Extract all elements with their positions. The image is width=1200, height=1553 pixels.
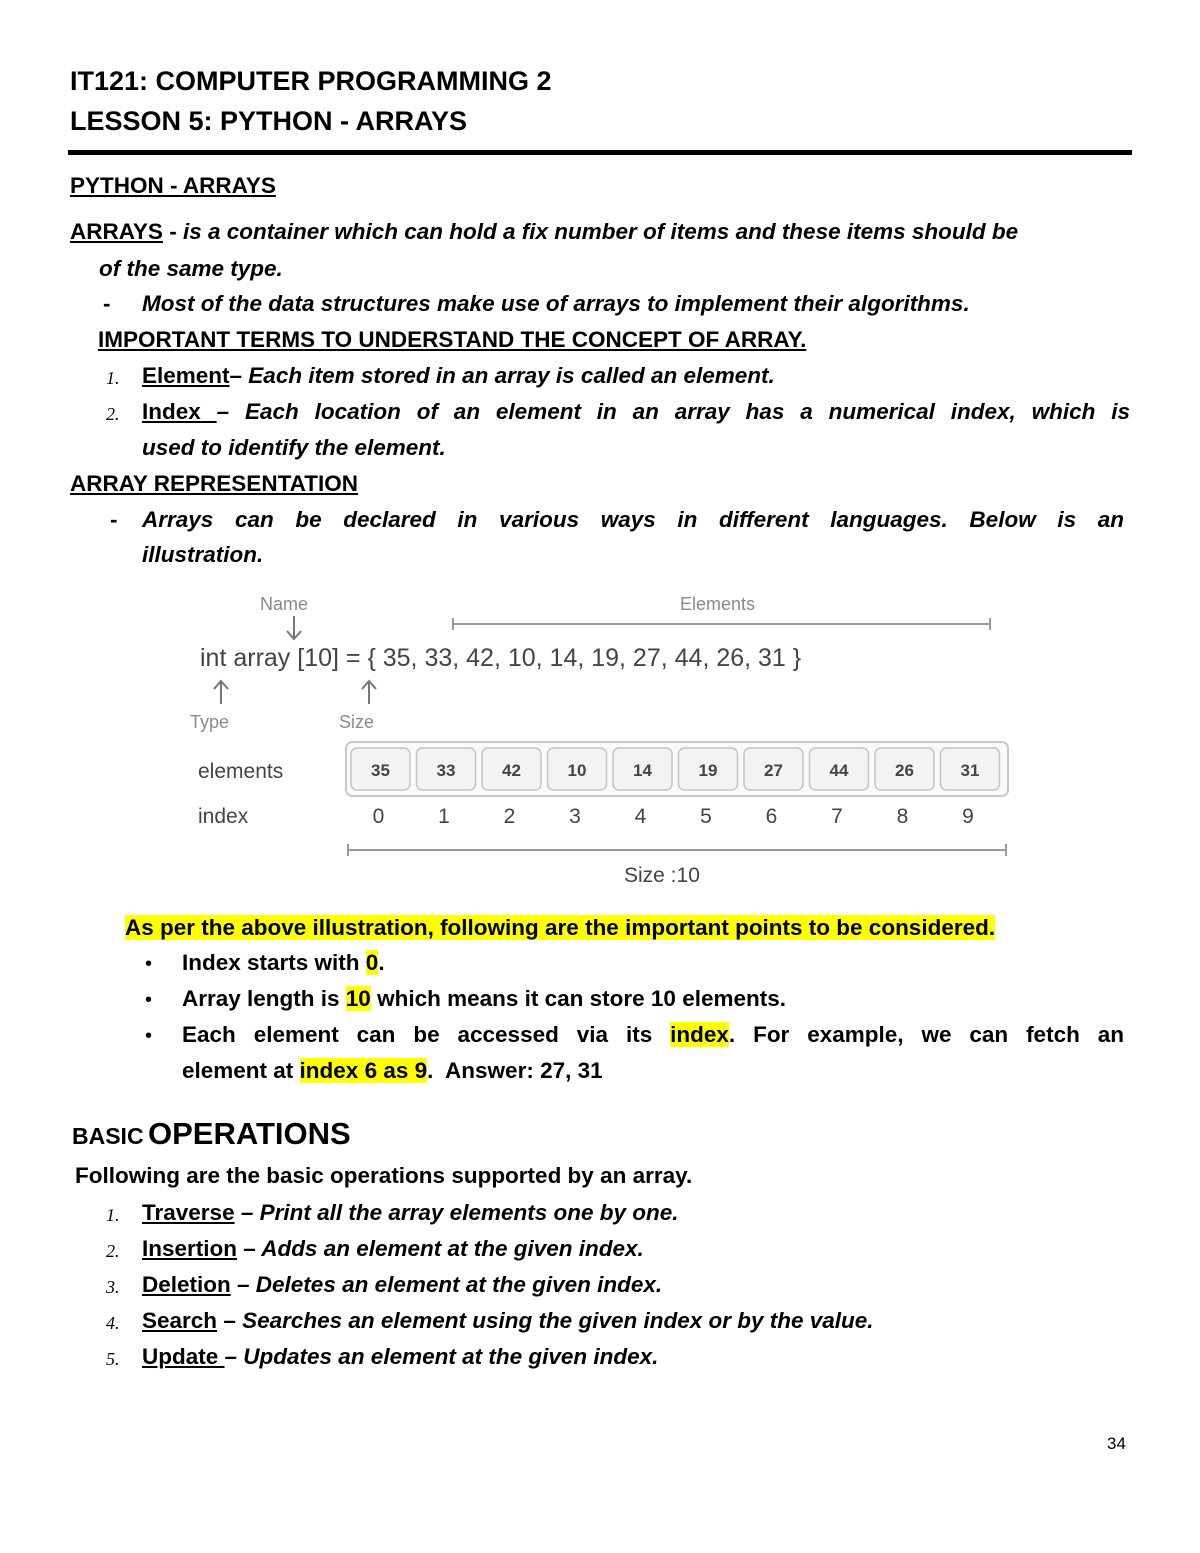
operations-intro: Following are the basic operations supported by an array. (75, 1163, 693, 1188)
element-value: 14 (633, 761, 652, 780)
size-caption: Size :10 (624, 864, 700, 887)
representation-line-1: Arrays can be declared in various ways in different languages. Below is an (142, 507, 1124, 532)
bullet-1: • (145, 953, 153, 975)
term-2-text-2: used to identify the element. (142, 435, 446, 460)
point-3-text-c: element at (182, 1058, 300, 1083)
operation-3-text: – Deletes an element at the given index. (230, 1272, 663, 1297)
index-value: 3 (569, 805, 581, 828)
point-2-end: which means it can store 10 elements. (370, 986, 786, 1011)
point-2 (182, 986, 786, 1012)
operations-heading-big: OPERATIONS (148, 1116, 351, 1151)
operation-4 (142, 1308, 874, 1334)
representation-heading: ARRAY REPRESENTATION (70, 471, 358, 496)
diagram-name-label: Name (260, 594, 309, 614)
diagram-type-label: Type (190, 712, 230, 732)
definition-dash: - (103, 291, 111, 316)
representation-dash: - (110, 507, 118, 532)
representation-line-2: illustration. (142, 542, 264, 567)
definition-term: ARRAYS (70, 219, 163, 244)
operation-3-number: 3. (106, 1277, 120, 1297)
index-value: 8 (896, 805, 909, 828)
definition-note: Most of the data structures make use of arrays to implement their algorithms. (142, 291, 970, 316)
operation-1-number: 1. (106, 1205, 120, 1225)
point-3-text-b: . For example, we can fetch an (728, 1022, 1124, 1047)
definition-line-1 (70, 219, 1018, 245)
operation-3 (142, 1272, 662, 1298)
element-value: 27 (764, 761, 783, 780)
point-3-text: Each element can be accessed via its (182, 1022, 671, 1047)
operation-2 (142, 1236, 644, 1262)
point-1 (182, 950, 385, 976)
term-2-number: 2. (106, 404, 120, 424)
term-2-name: Index (142, 399, 217, 424)
point-1-highlight: 0 (365, 950, 379, 975)
element-value: 42 (502, 761, 521, 780)
operation-1-text: – Print all the array elements one by one. (234, 1200, 679, 1225)
terms-heading: IMPORTANT TERMS TO UNDERSTAND THE CONCEPT OF ARRAY. (98, 327, 807, 352)
element-value: 26 (895, 761, 914, 780)
element-value: 19 (698, 761, 718, 780)
operations-heading (72, 1116, 351, 1152)
operation-3-term: Deletion (142, 1272, 231, 1297)
row-elements-label: elements (198, 760, 284, 783)
index-value: 1 (438, 805, 450, 828)
point-3-answer: . Answer: 27, 31 (427, 1058, 603, 1083)
term-1 (142, 363, 775, 389)
operations-heading-small: BASIC (72, 1123, 144, 1149)
elements-bracket (453, 618, 990, 630)
point-1-end: . (378, 950, 385, 975)
point-3-line-2 (182, 1058, 603, 1084)
point-2-text: Array length is (182, 986, 346, 1011)
index-value: 7 (831, 805, 843, 828)
definition-text-1: is a container which can hold a fix number of items and these items should be (182, 219, 1019, 244)
operation-2-term: Insertion (142, 1236, 238, 1261)
diagram-elements-label: Elements (680, 594, 756, 614)
index-value: 0 (372, 805, 385, 828)
section-title: PYTHON - ARRAYS (70, 173, 276, 198)
header-rule (68, 150, 1132, 155)
index-value: 4 (634, 805, 647, 828)
operation-5-text: – Updates an element at the given index. (224, 1344, 659, 1369)
operation-4-term: Search (142, 1308, 218, 1333)
page-number: 34 (1107, 1434, 1126, 1453)
points-heading-text: As per the above illustration, following are the important points to be considered. (125, 915, 996, 940)
operation-4-text: – Searches an element using the given index or by the value. (217, 1308, 874, 1333)
size-arrow-icon (362, 681, 376, 704)
index-value: 2 (503, 805, 516, 828)
operation-2-text: – Adds an element at the given index. (237, 1236, 644, 1261)
element-value: 31 (960, 761, 980, 780)
operation-1 (142, 1200, 679, 1226)
element-value: 10 (567, 761, 587, 780)
index-value: 5 (700, 805, 712, 828)
definition-sep: - (162, 219, 183, 244)
term-1-text: – Each item stored in an array is called an element. (229, 363, 775, 388)
bullet-3: • (145, 1025, 153, 1047)
type-arrow-icon (214, 681, 228, 704)
operation-4-number: 4. (106, 1313, 120, 1333)
operation-2-number: 2. (106, 1241, 120, 1261)
size-bracket (348, 844, 1006, 856)
definition-line-2: of the same type. (99, 256, 283, 281)
element-value: 33 (436, 761, 456, 780)
element-value: 44 (829, 761, 849, 780)
element-value: 35 (371, 761, 390, 780)
term-2 (142, 399, 1130, 425)
point-3-highlight-2: index 6 as 9 (299, 1058, 428, 1083)
point-2-highlight: 10 (345, 986, 371, 1011)
name-arrow-icon (287, 616, 301, 639)
bullet-2: • (145, 989, 153, 1011)
term-1-number: 1. (106, 368, 120, 388)
index-value: 6 (765, 805, 778, 828)
point-3-highlight: index (670, 1022, 729, 1047)
points-heading (125, 915, 995, 941)
operation-1-term: Traverse (142, 1200, 235, 1225)
term-1-name: Element (142, 363, 230, 388)
index-value: 9 (962, 805, 974, 828)
term-2-text-1: – Each location of an element in an array has a numerical index, which is (216, 399, 1130, 424)
operation-5-number: 5. (106, 1349, 120, 1369)
operation-5 (142, 1344, 658, 1370)
point-1-text: Index starts with (182, 950, 366, 975)
lesson-title: LESSON 5: PYTHON - ARRAYS (70, 106, 468, 136)
diagram-declaration: int array [10] = { 35, 33, 42, 10, 14, 19, 27, 44, 26, 31 } (200, 644, 802, 672)
array-diagram (180, 588, 1030, 893)
point-3-line-1 (182, 1022, 1124, 1048)
diagram-size-label: Size (339, 712, 375, 732)
operation-5-term: Update (142, 1344, 225, 1369)
row-index-label: index (198, 805, 249, 828)
course-title: IT121: COMPUTER PROGRAMMING 2 (70, 66, 552, 96)
